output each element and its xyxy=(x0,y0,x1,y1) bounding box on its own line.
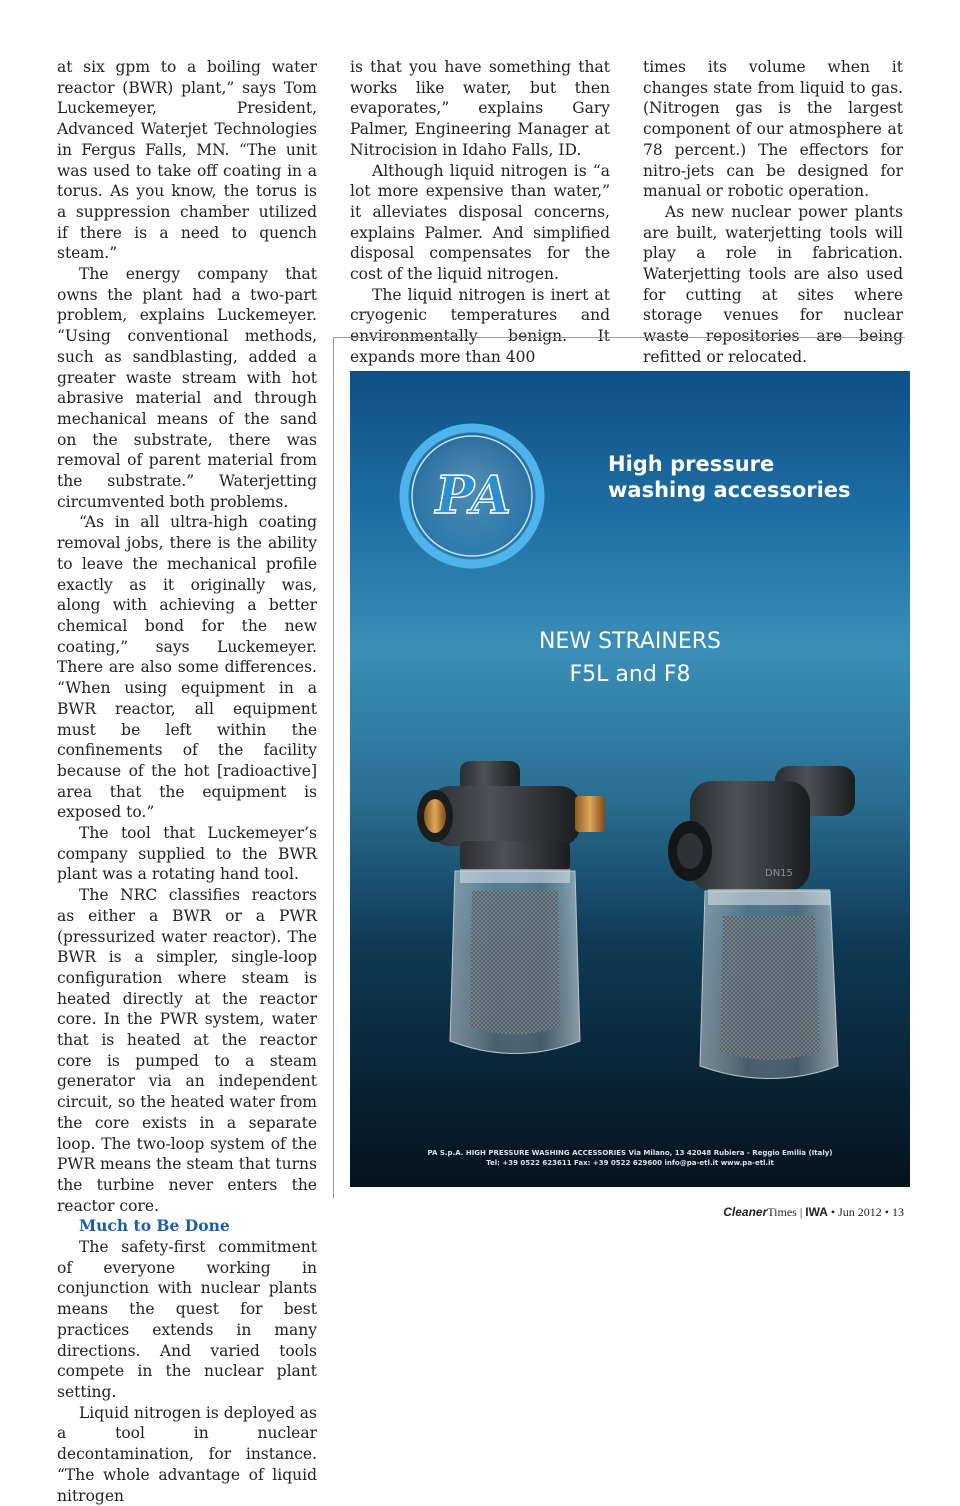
ad-footer-line: PA S.p.A. HIGH PRESSURE WASHING ACCESSORIES Via Milano, 13 42048 Rubiera - Reggio Emilia (Italy) xyxy=(427,1149,833,1157)
paragraph: The energy company that owns the plant had a two-part problem, explains Luckemeyer. “Using conventional methods, such as sandblasting, added a greater waste stream with hot abrasive material and through mechanical means of the sand on the substrate, there was removal of parent material from the substrate.” Waterjetting circumvented both problems. xyxy=(57,265,317,511)
paragraph: “As in all ultra-high coating removal jobs, there is the ability to leave the mechanical profile exactly as it originally was, along with achieving a better chemical bond for the new coating,” says Luckemeyer. There are also some differences. “When using equipment in a BWR reactor, all equipment must be left within the confinements of the facility because of the hot [radioactive] area that the equipment is exposed to.” xyxy=(57,513,317,822)
paragraph: The liquid nitrogen is inert at cryogenic temperatures and environmentally benign. It expands more than 400 xyxy=(350,285,610,366)
paragraph: Liquid nitrogen is deployed as a tool in nuclear decontamination, for instance. “The whole advantage of liquid nitrogen xyxy=(57,1403,317,1505)
article-column-2 xyxy=(350,57,610,368)
publication-name-2: Times xyxy=(767,1205,797,1219)
article-column-3 xyxy=(643,57,903,368)
headline-line: NEW STRAINERS xyxy=(538,629,722,654)
advertisement xyxy=(350,371,910,1187)
pa-logo xyxy=(397,421,547,571)
paragraph: The tool that Luckemeyer’s company supplied to the BWR plant was a rotating hand tool. xyxy=(57,824,317,884)
article-column-1 xyxy=(57,57,317,1506)
paragraph: is that you have something that works like water, but then evaporates,” explains Gary Palmer, Engineering Manager at Nitrocision in Idaho Falls, ID. xyxy=(350,58,610,159)
ad-contact-footer xyxy=(350,1148,910,1168)
tagline-line: High pressure xyxy=(608,452,775,476)
strainer-f5l xyxy=(417,761,605,1054)
paragraph: at six gpm to a boiling water reactor (BWR) plant,” says Tom Luckemeyer, President, Advanced Waterjet Technologies in Fergus Falls, MN. “The unit was used to take off coating in a torus. As you know, the torus is a suppression chamber utilized if there is a need to quench steam.” xyxy=(57,58,317,263)
page-number: 13 xyxy=(892,1205,904,1219)
ad-footer-line: Tel: +39 0522 623611 Fax: +39 0522 629600 info@pa-etl.it www.pa-etl.it xyxy=(486,1159,774,1167)
strainer-products-image xyxy=(390,741,890,1101)
section-name: IWA xyxy=(805,1205,828,1219)
logo-text: PA xyxy=(429,465,517,526)
paragraph: The safety-first commitment of everyone working in conjunction with nuclear plants means the quest for best practices extends in many directions. And varied tools compete in the nuclear plant setting. xyxy=(57,1238,317,1401)
tagline-line: washing accessories xyxy=(608,478,851,502)
paragraph: Although liquid nitrogen is “a lot more expensive than water,” it alleviates disposal concerns, explains Palmer. And simplified disposal compensates for the cost of the liquid nitrogen. xyxy=(350,161,610,284)
headline-line: F5L and F8 xyxy=(569,662,691,687)
paragraph: The NRC classifies reactors as either a BWR or a PWR (pressurized water reactor). The BWR is a simpler, single-loop configuration where steam is heated directly at the reactor core. In the PWR system, water that is heated at the reactor core is pumped to a steam generator via an independent circuit, so the heated water from the core exists in a separate loop. The two-loop system of the PWR means the steam that turns the turbine never enters the reactor core. xyxy=(57,886,317,1215)
ad-headline xyxy=(350,625,910,691)
section-subhead: Much to Be Done xyxy=(79,1216,230,1236)
page-footer: CleanerTimes | IWA • Jun 2012 • 13 xyxy=(723,1205,904,1219)
product-mark: DN15 xyxy=(765,868,793,879)
publication-name: Cleaner xyxy=(723,1205,768,1219)
issue-date: Jun 2012 xyxy=(838,1205,882,1219)
ad-tagline xyxy=(608,451,888,503)
paragraph: As new nuclear power plants are built, waterjetting tools will play a role in fabrication. Waterjetting tools are also used for cutting at sites where storage venues for nuclear waste repositories are being refitted or relocated. xyxy=(643,202,903,366)
strainer-f8 xyxy=(668,766,855,1079)
paragraph: times its volume when it changes state from liquid to gas. (Nitrogen gas is the largest component of our atmosphere at 78 percent.) The effectors for nitro-jets can be designed for manual or robotic operation. xyxy=(643,58,903,201)
